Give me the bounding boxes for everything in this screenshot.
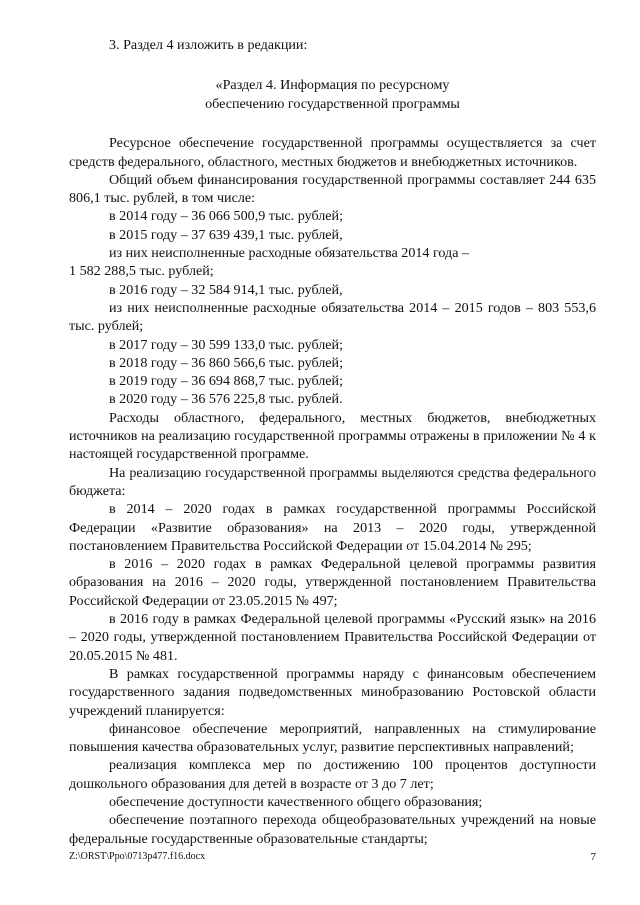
section-heading [69,76,596,114]
paragraph-total-funding: Общий объем финансирования государственной программы составляет 244 635 806,1 тыс. рублей, в том числе: [69,171,596,207]
paragraph-federal-program-2016: в 2016 – 2020 годах в рамках Федеральной целевой программы развития образования на 2016 – 2020 годы, утвержденной постановлением Правительства Российской Федерации от 23.05.2015 № 497; [69,556,596,609]
funding-2016: в 2016 году – 32 584 914,1 тыс. рублей, [109,281,343,298]
paragraph-planned-activities: В рамках государственной программы наряду с финансовым обеспечением государственного задания подведомственных минобразованию Ростовской области учреждений планируется: [69,665,596,719]
funding-2020: в 2020 году – 36 576 225,8 тыс. рублей. [109,391,343,408]
funding-2017: в 2017 году – 30 599 133,0 тыс. рублей; [109,336,344,353]
funding-2015: в 2015 году – 37 639 439,1 тыс. рублей, [109,226,343,243]
paragraph-quality-incentives: финансовое обеспечение мероприятий, направленных на стимулирование повышения качества образовательных услуг, развитие перспективных направлений; [69,720,596,756]
paragraph-federal-funds: На реализацию государственной программы выделяются средства федерального бюджета: [69,464,596,499]
funding-2016-unfulfilled: из них неисполненные расходные обязательства 2014 – 2015 годов – 803 553,6 тыс. рублей; [69,299,596,335]
funding-2019: в 2019 году – 36 694 868,7 тыс. рублей; [109,373,344,390]
paragraph-preschool-access: реализация комплекса мер по достижению 100 процентов доступности дошкольного образования для детей в возрасте от 3 до 7 лет; [69,757,596,792]
funding-2018: в 2018 году – 36 860 566,6 тыс. рублей; [109,354,344,371]
amendment-intro: 3. Раздел 4 изложить в редакции: [109,37,308,53]
funding-2015-unfulfilled: из них неисполненные расходные обязательства 2014 года – [109,245,470,262]
paragraph-resource-sources: Ресурсное обеспечение государственной программы осуществляется за счет средств федерального, областного, местных бюджетов и внебюджетных источников. [69,135,596,170]
page-number: 7 [590,851,596,863]
paragraph-fgos-transition: обеспечение поэтапного перехода общеобразовательных учреждений на новые федеральные государственные образовательные стандарты; [69,812,596,847]
document-body [69,36,596,848]
paragraph-russian-language-program: в 2016 году в рамках Федеральной целевой программы «Русский язык» на 2016 – 2020 годы, утвержденной постановлением Правительства Российской Федерации от 20.05.2015 № 481. [69,611,596,664]
funding-2014: в 2014 году – 36 066 500,9 тыс. рублей; [109,208,344,225]
paragraph-general-education-access: обеспечение доступности качественного общего образования; [109,793,483,810]
paragraph-federal-program-2014: в 2014 – 2020 годах в рамках государственной программы Российской Федерации «Развитие образования» на 2013 – 2020 годы, утвержденной постановлением Правительства Российской Федерации от 15.04.2014 № 295; [69,501,596,554]
file-path: Z:\ORST\Ppo\0713p477.f16.docx [69,851,206,862]
funding-2015-unfulfilled-value: 1 582 288,5 тыс. рублей; [69,263,214,280]
paragraph-expenses-reference: Расходы областного, федерального, местных бюджетов, внебюджетных источников на реализацию государственной программы отражены в приложении № 4 к настоящей государственной программе. [69,409,596,463]
section-heading-line-1: «Раздел 4. Информация по ресурсному [215,77,450,94]
section-heading-line-2: обеспечению государственной программы [205,96,460,113]
